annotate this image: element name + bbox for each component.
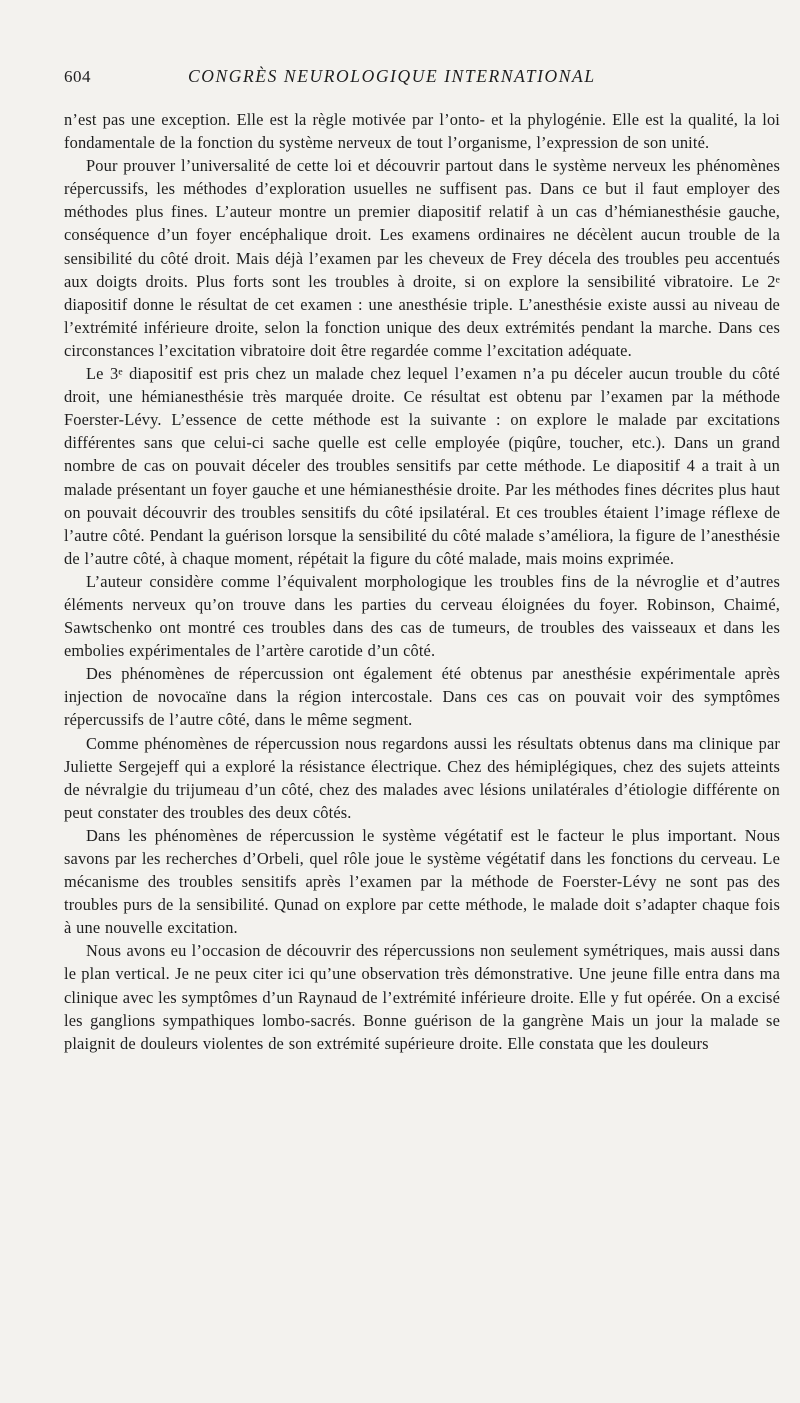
paragraph-4: L’auteur considère comme l’équivalent morphologique les troubles fins de la névroglie et d’autres éléments nerveux qu’on trouve dans les parties du cerveau éloignées du foyer. Robinson, Chaimé, Sawtschenko ont montré ces troubles dans des cas de tumeurs, de troubles des vaisseaux et dans les embolies expérimentales de l’artère carotide d’un côté. [64,571,780,661]
paragraph-2: Pour prouver l’universalité de cette loi et découvrir partout dans le système nerveux les phénomènes répercussifs, les méthodes d’exploration usuelles ne suffisent pas. Dans ce but il faut employer des méthodes plus fines. L’auteur montre un premier diapositif relatif à un cas d’hémianesthésie gauche, conséquence d’un foyer encéphalique droit. Les examens ordinaires ne décèlent aucun trouble de la sensibilité du côté droit. Mais déjà l’examen par les cheveux de Frey décela des troubles peu accentués aux doigts droits. Plus forts sont les troubles à droite, si on explore la sensibilité vibratoire. Le 2ᵉ diapositif donne le résultat de cet examen : une anesthésie triple. L’anesthésie existe aussi au niveau de l’extrémité inférieure droite, selon la fonction unique des deux extrémités pendant la marche. Dans ces circonstances l’excitation vibratoire doit être regardée comme l’excitation adéquate. [64,156,780,360]
paragraph-1: n’est pas une exception. Elle est la règle motivée par l’onto- et la phylogénie. Elle est la qualité, la loi fondamentale de la fonction du système nerveux de tout l’organisme, l’expression de son unité. [64,110,780,153]
paragraph-3: Le 3ᵉ diapositif est pris chez un malade chez lequel l’examen n’a pu déceler aucun trouble du côté droit, une hémianesthésie très marquée droite. Ce résultat est obtenu par l’examen par la méthode Foerster-Lévy. L’essence de cette méthode est la suivante : on explore le malade par excitations différentes sans que celui-ci sache quelle est celle employée (piqûre, toucher, etc.). Dans un grand nombre de cas on pouvait déceler des troubles sensitifs par cette méthode. Le diapositif 4 a trait à un malade présentant un foyer gauche et une hémianesthésie droite. Par les méthodes fines décrites plus haut on pouvait découvrir des troubles sensitifs du côté ipsilatéral. Et ces troubles étaient l’image réflexe de l’autre côté. Pendant la guérison lorsque la sensibilité du côté malade s’améliora, la figure de l’anesthésie de l’autre côté, à chaque moment, répétait la figure du côté malade, mais moins exprimée. [64,364,780,568]
page-header [64,66,780,96]
paragraph-6: Comme phénomènes de répercussion nous regardons aussi les résultats obtenus dans ma clinique par Juliette Sergejeff qui a exploré la résistance électrique. Chez des hémiplégiques, chez des sujets atteints de névralgie du trijumeau d’un côté, chez des malades avec lésions unilatérales d’étiologie différente on peut constater des troubles des deux côtés. [64,733,780,822]
body-text [64,108,780,1055]
paragraph-8: Nous avons eu l’occasion de découvrir des répercussions non seulement symétriques, mais aussi dans le plan vertical. Je ne peux citer ici qu’une observation très démonstrative. Une jeune fille entra dans ma clinique avec les symptômes d’un Raynaud de l’extrémité inférieure droite. Elle y fut opérée. On a excisé les ganglions sympathiques lombo-sacrés. Bonne guérison de la gangrène Mais un jour la malade se plaignit de douleurs violentes de son extrémité supérieure droite. Elle constata que les douleurs [64,941,780,1053]
page-number: 604 [64,67,91,86]
paragraph-7: Dans les phénomènes de répercussion le système végétatif est le facteur le plus important. Nous savons par les recherches d’Orbeli, quel rôle joue le système végétatif dans les fonctions du cerveau. Le mécanisme des troubles sensitifs après l’examen par la méthode de Foerster-Lévy ne sont pas des troubles purs de la sensibilité. Qunad on explore par cette méthode, le malade doit s’adapter chaque fois à une nouvelle excitation. [64,825,780,938]
running-head: CONGRÈS NEUROLOGIQUE INTERNATIONAL [188,66,596,86]
paragraph-5: Des phénomènes de répercussion ont également été obtenus par anesthésie expérimentale après injection de novocaïne dans la région intercostale. Dans ces cas on pouvait voir des symptômes répercussifs de l’autre côté, dans le même segment. [64,664,780,730]
